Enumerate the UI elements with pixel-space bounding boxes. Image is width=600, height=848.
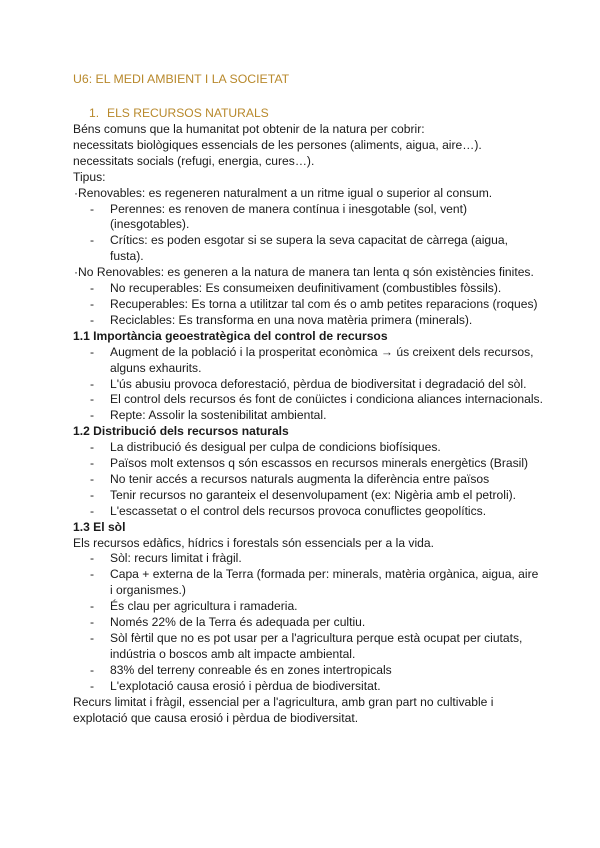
list-item — [73, 551, 543, 567]
list-item — [73, 599, 543, 615]
list-item — [73, 281, 543, 297]
list-item-text: Sòl fèrtil que no es pot usar per a l'agricultura perque està ocupat per ciutats, indústria o boscos amb alt impacte ambiental. — [110, 631, 523, 661]
list-item-text: Repte: Assolir la sostenibilitat ambiental. — [110, 408, 327, 423]
list-item-text: Sòl: recurs limitat i fràgil. — [110, 551, 242, 566]
list-item — [73, 440, 543, 456]
dash-bullet: - — [90, 615, 95, 630]
no-renovables-heading: ·No Renovables: es generen a la natura de manera tan lenta q són existències finites. — [74, 265, 534, 280]
dash-bullet: - — [90, 233, 95, 248]
dash-bullet: - — [90, 392, 95, 407]
list-item — [73, 408, 543, 424]
list-item-text: Tenir recursos no garanteix el desenvolupament (ex: Nigèria amb el petroli). — [110, 487, 517, 502]
dash-bullet: - — [90, 599, 95, 614]
section-1-2-list — [73, 440, 543, 520]
section-1-3-heading: 1.3 El sòl — [73, 519, 126, 534]
section-1-3-closing: Recurs limitat i fràgil, essencial per a l'agricultura, amb gran part no cultivable i explotació que causa erosió i pèrdua de biodiversitat. — [73, 694, 494, 725]
list-item — [73, 679, 543, 695]
list-item-text: El control dels recursos és font de conüictes i condiciona aliances internacionals. — [110, 392, 543, 407]
list-item — [73, 472, 543, 488]
dash-bullet: - — [90, 296, 95, 311]
list-item-text: Només 22% de la Terra és adequada per cultiu. — [110, 615, 366, 630]
section-1-number: 1. — [89, 106, 100, 120]
intro-line-3: necessitats socials (refugi, energia, cures…). — [73, 153, 315, 168]
document-body — [73, 72, 543, 726]
list-item — [73, 202, 543, 234]
list-item — [73, 297, 543, 313]
dash-bullet: - — [90, 487, 95, 502]
list-item — [73, 631, 543, 663]
list-item — [73, 456, 543, 472]
dash-bullet: - — [90, 456, 95, 471]
list-item — [73, 488, 543, 504]
list-item — [73, 345, 543, 377]
dash-bullet: - — [90, 281, 95, 296]
list-item-text: Països molt extensos q són escassos en recursos minerals energètics (Brasil) — [110, 456, 529, 471]
list-item-text: No recuperables: Es consumeixen deufinitivament (combustibles fòssils). — [110, 281, 502, 296]
list-item — [73, 663, 543, 679]
dash-bullet: - — [90, 662, 95, 677]
section-1-2-heading: 1.2 Distribució dels recursos naturals — [73, 424, 289, 439]
list-item-text: L'ús abusiu provoca deforestació, pèrdua de biodiversitat i degradació del sòl. — [110, 376, 527, 391]
intro-line-1: Béns comuns que la humanitat pot obtenir de la natura per cobrir: — [73, 122, 425, 136]
dash-bullet: - — [90, 631, 95, 645]
no-renovables-list — [73, 281, 543, 329]
list-item-text: Recuperables: Es torna a utilitzar tal com és o amb petites reparacions (roques) — [110, 296, 538, 311]
list-item-text: No tenir accés a recursos naturals augmenta la diferència entre països — [110, 471, 490, 486]
list-item-text: Crítics: es poden esgotar si se supera la seva capacitat de càrrega (aigua, fusta). — [110, 233, 508, 264]
section-1-label: ELS RECURSOS NATURALS — [107, 106, 269, 120]
section-1-3-list — [73, 551, 543, 694]
list-item-text: L'escassetat o el control dels recursos provoca conuflictes geopolítics. — [110, 503, 487, 518]
intro-line-4: Tipus: — [73, 169, 106, 184]
section-1-title — [89, 106, 543, 122]
section-1-1-heading: 1.1 Importància geoestratègica del control de recursos — [73, 328, 388, 343]
section-1-3-intro: Els recursos edàfics, hídrics i forestals són essencials per a la vida. — [73, 535, 434, 550]
dash-bullet: - — [90, 344, 95, 359]
dash-bullet: - — [90, 408, 95, 423]
list-item-text: 83% del terreny conreable és en zones intertropicals — [110, 662, 392, 677]
list-item — [73, 567, 543, 599]
list-item — [73, 233, 543, 265]
list-item — [73, 504, 543, 520]
list-item — [73, 313, 543, 329]
renovables-list — [73, 202, 543, 266]
dash-bullet: - — [90, 471, 95, 486]
list-item — [73, 377, 543, 393]
intro-line-2: necessitats biològiques essencials de les persones (aliments, aigua, aire…). — [73, 137, 482, 152]
dash-bullet: - — [90, 678, 95, 693]
list-item — [73, 392, 543, 408]
list-item-text: Capa + externa de la Terra (formada per: minerals, matèria orgànica, aigua, aire i organismes.) — [110, 567, 539, 598]
list-item-text: Augment de la població i la prosperitat econòmica → ús creixent dels recursos, alguns exhaurits. — [110, 344, 534, 375]
dash-bullet: - — [90, 376, 95, 391]
section-1-1-list — [73, 345, 543, 425]
dash-bullet: - — [90, 551, 95, 566]
list-item-text: Perennes: es renoven de manera contínua i inesgotable (sol, vent) (inesgotables). — [110, 201, 467, 232]
list-item — [73, 615, 543, 631]
list-item-text: És clau per agricultura i ramaderia. — [110, 599, 298, 614]
dash-bullet: - — [90, 440, 95, 455]
renovables-heading: ·Renovables: es regeneren naturalment a un ritme igual o superior al consum. — [74, 185, 493, 200]
dash-bullet: - — [90, 503, 95, 518]
list-item-text: Reciclables: Es transforma en una nova matèria primera (minerals). — [110, 312, 473, 327]
dash-bullet: - — [90, 201, 95, 216]
dash-bullet: - — [90, 567, 95, 582]
list-item-text: La distribució és desigual per culpa de condicions biofísiques. — [110, 440, 441, 455]
list-item-text: L'explotació causa erosió i pèrdua de biodiversitat. — [110, 678, 381, 693]
dash-bullet: - — [90, 312, 95, 327]
unit-title: U6: EL MEDI AMBIENT I LA SOCIETAT — [73, 72, 290, 86]
